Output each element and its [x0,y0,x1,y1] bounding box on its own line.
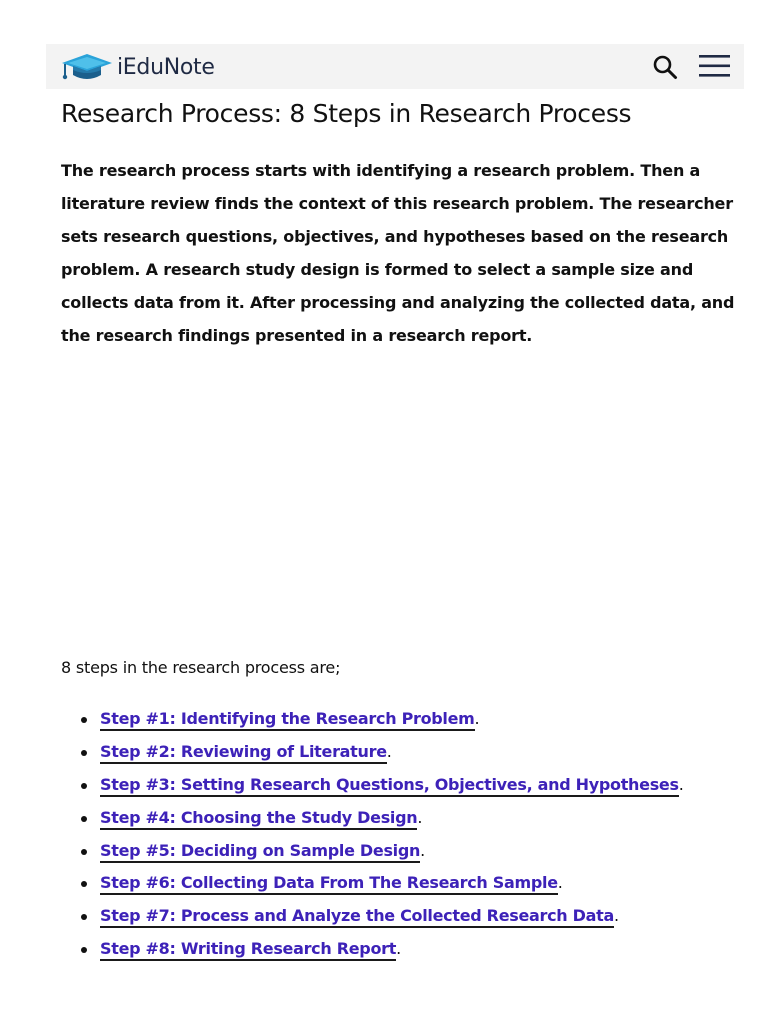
bullet-icon [81,783,87,789]
logo-text: iEduNote [117,54,215,80]
list-item-suffix: . [474,709,480,728]
hamburger-menu-icon[interactable] [699,54,730,78]
article-intro: The research process starts with identifying a research problem. Then a literature review finds the context of this research problem. The researcher sets research questions, objectives, and hypotheses based on the research problem. A research study design is formed to select a sample size and collects data from it. After processing and analyzing the collected data, and the research findings presented in a research report. [61,161,735,345]
list-item [61,802,751,835]
step-5-link[interactable]: Step #5: Deciding on Sample Design [100,841,420,863]
step-2-link[interactable]: Step #2: Reviewing of Literature [100,742,387,764]
bullet-icon [81,947,87,953]
bullet-icon [81,750,87,756]
bullet-icon [81,849,87,855]
site-logo[interactable] [61,52,215,82]
step-1-link[interactable]: Step #1: Identifying the Research Problem [100,709,475,731]
step-3-link[interactable]: Step #3: Setting Research Questions, Objectives, and Hypotheses [100,775,679,797]
ad-placeholder [61,370,741,630]
steps-list [61,703,751,966]
list-item [61,736,751,769]
list-item [61,703,751,736]
step-7-link[interactable]: Step #7: Process and Analyze the Collected Research Data [100,906,614,928]
step-4-link[interactable]: Step #4: Choosing the Study Design [100,808,417,830]
step-8-link[interactable]: Step #8: Writing Research Report [100,939,396,961]
list-item-suffix: . [417,807,423,827]
list-item-suffix: . [557,873,563,893]
list-item [61,769,751,802]
list-item [61,900,751,933]
steps-intro: 8 steps in the research process are; [61,658,341,677]
bullet-icon [81,914,87,920]
list-item-suffix: . [420,840,425,860]
list-item [61,867,751,900]
bullet-icon [81,816,87,822]
list-item-suffix: . [386,741,392,761]
list-item [61,933,751,966]
list-item [61,835,751,868]
site-header [46,44,744,89]
list-item-suffix: . [613,906,619,926]
bullet-icon [81,717,87,723]
search-icon[interactable] [652,54,678,80]
page-title: Research Process: 8 Steps in Research Process [61,99,632,128]
graduation-cap-icon [61,52,113,82]
list-item-suffix: . [396,939,401,959]
bullet-icon [81,881,87,887]
step-6-link[interactable]: Step #6: Collecting Data From The Research Sample [100,873,558,895]
list-item-suffix: . [678,774,684,794]
